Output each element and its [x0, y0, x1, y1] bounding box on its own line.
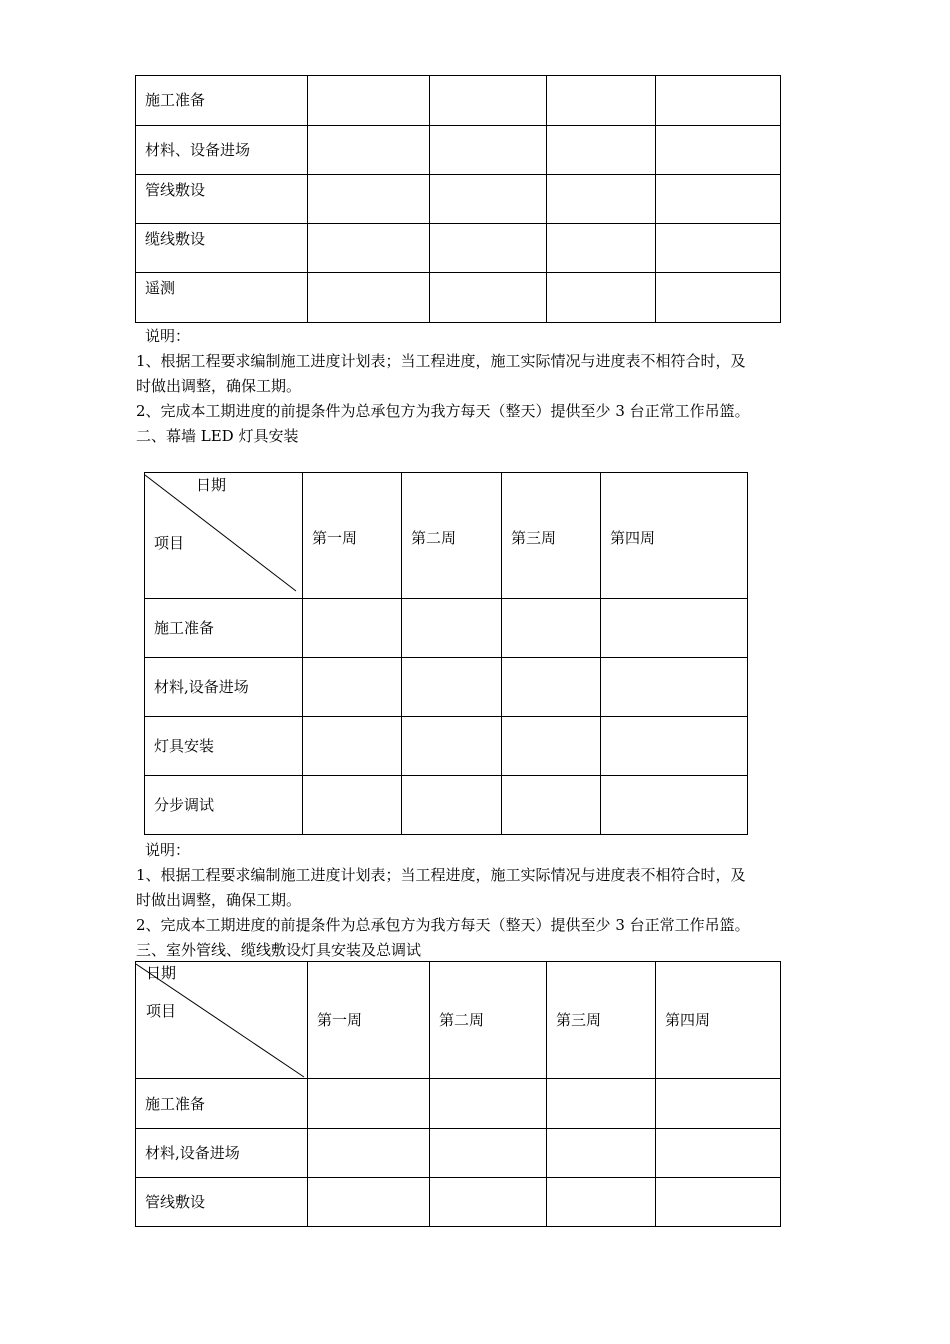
schedule-cell: [308, 1129, 430, 1178]
schedule-cell: [656, 126, 781, 175]
schedule-cell: [502, 658, 601, 717]
schedule-cell: [402, 658, 502, 717]
row-label: 缆线敷设: [136, 224, 308, 273]
row-label: 施工准备: [145, 599, 303, 658]
notes-heading: 说明：: [145, 327, 191, 345]
section-title: 二、幕墙 LED 灯具安装: [136, 427, 299, 445]
schedule-cell: [308, 1079, 430, 1129]
table-row: [136, 175, 781, 224]
schedule-cell: [601, 658, 748, 717]
week-header: 第二周: [430, 962, 547, 1079]
row-label: 管线敷设: [136, 175, 308, 224]
schedule-cell: [656, 1129, 781, 1178]
table-row: [145, 776, 748, 835]
week-header: 第四周: [656, 962, 781, 1079]
schedule-cell: [308, 1178, 430, 1227]
row-label: 施工准备: [136, 1079, 308, 1129]
diagonal-header-cell: [145, 473, 303, 599]
schedule-cell: [656, 224, 781, 273]
schedule-cell: [502, 599, 601, 658]
notes-line: 2、完成本工期进度的前提条件为总承包方为我方每天（整天）提供至少 3 台正常工作吊篮。: [136, 916, 750, 934]
schedule-cell: [601, 776, 748, 835]
row-label: 管线敷设: [136, 1178, 308, 1227]
notes-line: 时做出调整，确保工期。: [136, 891, 302, 909]
schedule-cell: [502, 776, 601, 835]
notes-line: 1、根据工程要求编制施工进度计划表；当工程进度，施工实际情况与进度表不相符合时，及: [136, 866, 746, 884]
schedule-cell: [547, 1178, 656, 1227]
schedule-cell: [402, 717, 502, 776]
row-label: 施工准备: [136, 76, 308, 126]
table-row: [136, 1079, 781, 1129]
schedule-cell: [308, 273, 430, 323]
schedule-cell: [547, 175, 656, 224]
week-header: 第二周: [402, 473, 502, 599]
schedule-cell: [430, 273, 547, 323]
row-label: 灯具安装: [145, 717, 303, 776]
schedule-cell: [601, 717, 748, 776]
schedule-cell: [547, 224, 656, 273]
schedule-table-2: [144, 472, 748, 835]
schedule-cell: [547, 1129, 656, 1178]
schedule-cell: [656, 1178, 781, 1227]
schedule-cell: [303, 599, 402, 658]
schedule-cell: [402, 599, 502, 658]
table-row: [136, 1178, 781, 1227]
header-item-label: 项目: [154, 534, 185, 552]
table-row: [136, 224, 781, 273]
schedule-cell: [601, 599, 748, 658]
table-row: [136, 273, 781, 323]
schedule-cell: [430, 1079, 547, 1129]
schedule-cell: [656, 1079, 781, 1129]
schedule-cell: [430, 175, 547, 224]
schedule-cell: [303, 717, 402, 776]
schedule-cell: [430, 76, 547, 126]
table-row: [145, 717, 748, 776]
week-header: 第三周: [502, 473, 601, 599]
schedule-cell: [502, 717, 601, 776]
notes-line: 1、根据工程要求编制施工进度计划表；当工程进度，施工实际情况与进度表不相符合时，及: [136, 352, 746, 370]
schedule-cell: [547, 1079, 656, 1129]
table-row: [145, 658, 748, 717]
header-item-label: 项目: [146, 1002, 177, 1020]
schedule-table-3: [135, 961, 781, 1227]
notes-line: 2、完成本工期进度的前提条件为总承包方为我方每天（整天）提供至少 3 台正常工作吊篮。: [136, 402, 750, 420]
week-header: 第一周: [308, 962, 430, 1079]
notes-line: 时做出调整，确保工期。: [136, 377, 302, 395]
schedule-cell: [430, 1178, 547, 1227]
schedule-cell: [402, 776, 502, 835]
schedule-cell: [303, 658, 402, 717]
schedule-cell: [547, 126, 656, 175]
diagonal-header-cell: [136, 962, 308, 1079]
schedule-cell: [430, 126, 547, 175]
schedule-cell: [308, 175, 430, 224]
table-row: [136, 1129, 781, 1178]
week-header: 第三周: [547, 962, 656, 1079]
schedule-cell: [547, 76, 656, 126]
schedule-cell: [656, 76, 781, 126]
week-header: 第四周: [601, 473, 748, 599]
table-row: [136, 76, 781, 126]
table-row: [145, 599, 748, 658]
row-label: 遥测: [136, 273, 308, 323]
header-date-label: 日期: [146, 964, 177, 982]
schedule-cell: [308, 224, 430, 273]
table-row: [136, 126, 781, 175]
week-header: 第一周: [303, 473, 402, 599]
header-date-label: 日期: [196, 476, 227, 494]
table-header-row: [145, 473, 748, 599]
schedule-cell: [308, 76, 430, 126]
row-label: 材料,设备进场: [145, 658, 303, 717]
notes-heading: 说明：: [145, 841, 191, 859]
schedule-cell: [430, 1129, 547, 1178]
row-label: 分步调试: [145, 776, 303, 835]
schedule-cell: [303, 776, 402, 835]
section-title: 三、室外管线、缆线敷设灯具安装及总调试: [136, 941, 422, 959]
schedule-cell: [308, 126, 430, 175]
schedule-table-1: [135, 75, 781, 323]
schedule-cell: [656, 273, 781, 323]
schedule-cell: [656, 175, 781, 224]
schedule-cell: [430, 224, 547, 273]
table-header-row: [136, 962, 781, 1079]
row-label: 材料、设备进场: [136, 126, 308, 175]
row-label: 材料,设备进场: [136, 1129, 308, 1178]
schedule-cell: [547, 273, 656, 323]
